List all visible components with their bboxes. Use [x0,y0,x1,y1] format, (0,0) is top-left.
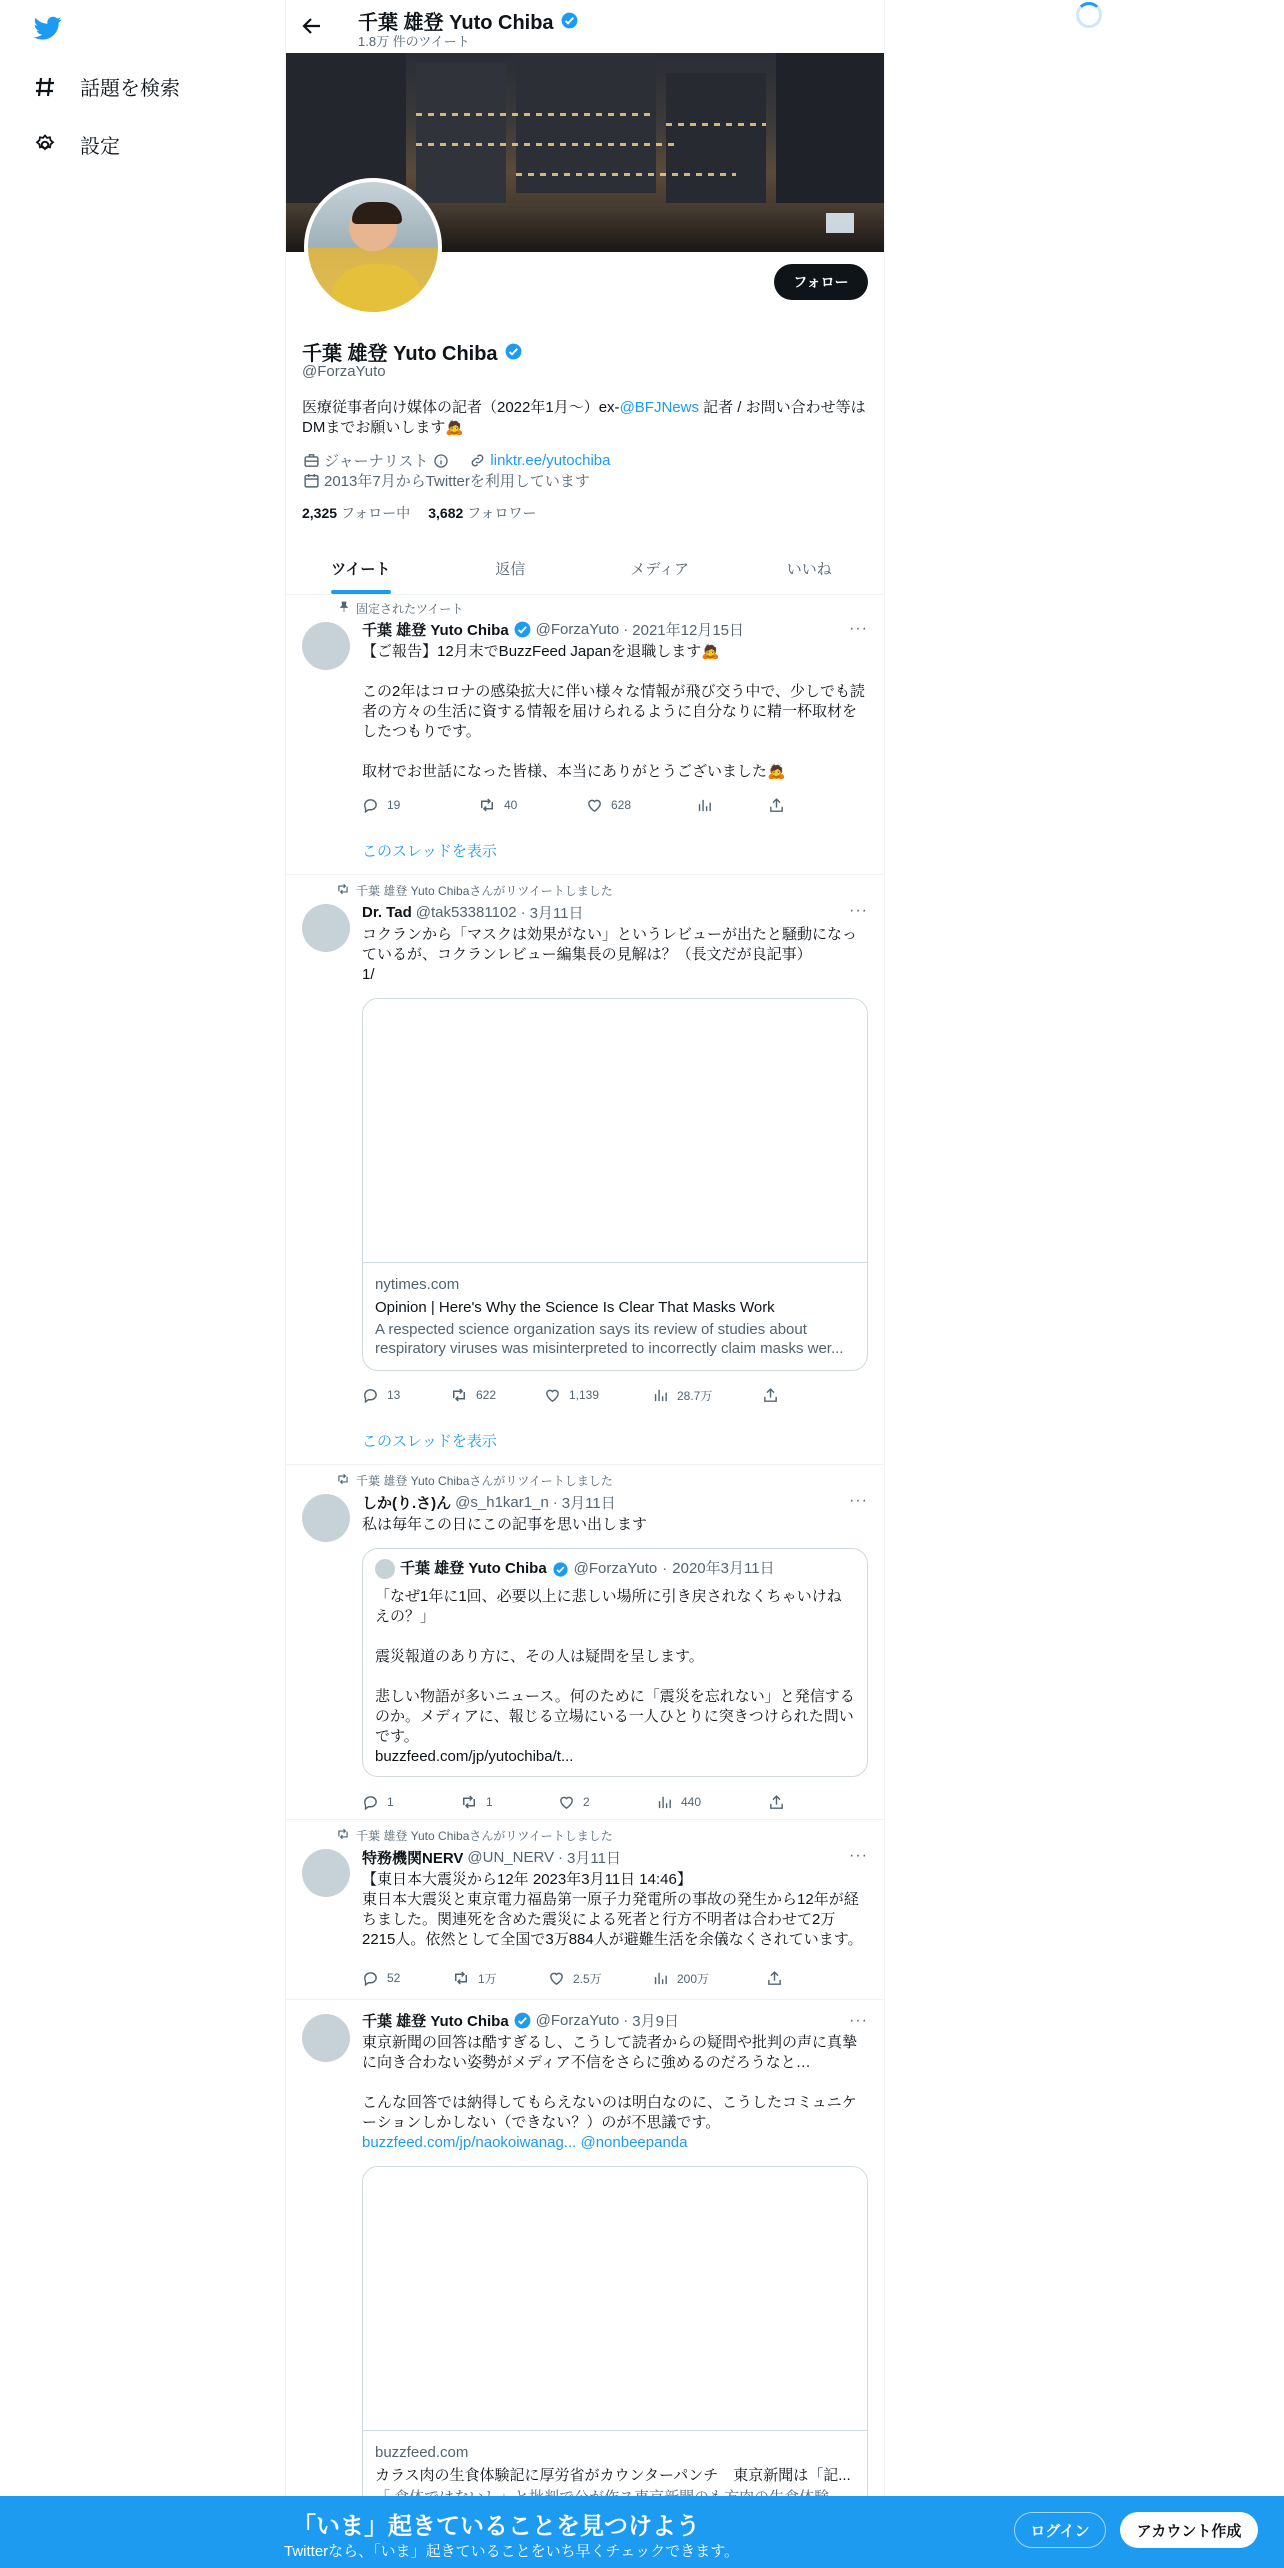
tweet-avatar[interactable] [302,1494,350,1542]
share-button[interactable] [766,1969,783,1987]
following-count: 2,325 [302,505,338,521]
login-button[interactable]: ログイン [1014,2512,1106,2548]
tweet-header: しか(り.さ)ん @s_h1kar1_n · 3月11日 [362,1494,616,1512]
pin-icon [334,601,350,616]
reply-count: 19 [387,798,401,812]
more-options-icon[interactable]: ··· [849,2012,868,2029]
tweet-avatar[interactable] [302,1849,350,1897]
tweet-date[interactable]: 3月11日 [567,1850,621,1867]
tweet-text: コクランから「マスクは効果がない」というレビューが出たと騒動になっているが、コクランレビュー編集長の見解は？（長文だが良記事） 1/ [362,926,858,983]
tweet[interactable] [286,875,884,1465]
nav-settings[interactable] [32,130,120,159]
tweet[interactable] [286,2000,884,2568]
share-button[interactable] [762,1386,779,1404]
verified-badge-icon [504,342,523,361]
nav-explore-label: 話題を検索 [80,78,180,100]
tweet-author-name[interactable]: 特務機関NERV [362,1850,464,1867]
reply-button[interactable] [362,1386,450,1404]
profile-header [286,0,884,52]
tweet-avatar[interactable] [302,2014,350,2062]
retweet-count: 622 [476,1388,497,1402]
following-label: フォロー中 [340,505,411,521]
profile-name [302,337,523,366]
followers-count: 3,682 [428,505,464,521]
tweet-body [362,1492,868,1535]
tweet-context-text: 千葉 雄登 Yuto Chibaさんがリツイートしました [356,884,613,898]
quoted-date: 2020年3月11日 [672,1560,775,1577]
tweet-date[interactable]: 3月11日 [561,1495,616,1512]
reply-icon [362,797,379,814]
retweet-count: 1万 [478,1971,497,1986]
tweet-context [334,1827,613,1844]
follow-button[interactable]: フォロー [774,264,868,300]
twitter-logo-icon[interactable] [32,14,64,42]
profile-name-text: 千葉 雄登 Yuto Chiba [302,343,498,365]
tweet-date[interactable]: 2021年12月15日 [632,622,745,639]
link-card-description: A respected science organization says its review of studies about respiratory viruses was misinterpreted to incorrectly claim masks wer... [375,1321,844,1357]
show-thread-link[interactable]: このスレッドを表示 [362,843,497,860]
bar-chart-icon [696,797,713,814]
tweet-author-name[interactable]: 千葉 雄登 Yuto Chiba [362,2013,509,2030]
link-icon [468,452,486,470]
followers-link[interactable] [428,503,536,523]
tweet-body [362,619,868,782]
share-icon [766,1970,783,1987]
tweet-text: 【東日本大震災から12年 2023年3月11日 14:46】 東日本大震災と東京電力福島第一原子力発電所の事故の発生から12年が経ちました。関連死を含めた震災による死者と行方不明者は合わせて2万2215人。依然として全国で3万884人が避難生活を余儀なくされています。 [362,1871,863,1948]
profile-website-link[interactable]: linktr.ee/yutochiba [490,452,611,469]
reply-icon [362,1387,379,1404]
profile-stats [302,503,537,523]
link-card-image [363,2167,867,2431]
nav-explore[interactable] [32,72,180,101]
hashtag-icon [32,74,58,100]
profile-joined: 2013年7月からTwitterを利用しています [324,473,590,490]
retweet-button[interactable] [460,1793,558,1811]
signup-banner-subtitle: Twitterなら、「いま」起きていることをいち早くチェックできます。 [284,2543,740,2560]
tab-media[interactable]: メディア [630,560,690,578]
tweet-header: 千葉 雄登 Yuto Chiba @ForzaYuto · 3月9日 [362,2012,679,2030]
tweet-text: 【ご報告】12月末でBuzzFeed Japanを退職します🙇 この2年はコロナの感染拡大に伴い様々な情報が飛び交う中で、少しでも読者の方々の生活に資する情報を届けられるように自分なりに精一杯取材をしたつもりです。 取材でお世話になった皆様、本当にありがとうございました🙇 [362,643,866,780]
views-button[interactable] [656,1793,768,1811]
briefcase-icon [302,452,320,470]
retweet-icon [334,1472,350,1489]
reply-button[interactable] [362,1969,452,1987]
bio-mention-link[interactable]: @BFJNews [619,399,699,416]
quoted-avatar [375,1559,395,1579]
tweet-body [362,2010,868,2153]
quoted-tweet[interactable] [362,1548,868,1777]
tweet-header: Dr. Tad @tak53381102 · 3月11日 [362,904,584,922]
profile-handle: @ForzaYuto [302,363,386,380]
tweet-author-handle[interactable]: @UN_NERV [467,1849,555,1866]
tweet-body [362,902,868,985]
tab-replies[interactable]: 返信 [495,560,526,578]
following-link[interactable] [302,503,410,523]
heart-icon [558,1794,575,1811]
view-count: 200万 [677,1971,710,1986]
bar-chart-icon [656,1794,673,1811]
view-count: 28.7万 [677,1388,713,1403]
signup-banner [0,2496,1284,2568]
tweet-link[interactable]: buzzfeed.com/jp/naokoiwanag... [362,2134,577,2151]
reply-count: 52 [387,1971,401,1985]
retweet-count: 1 [486,1795,493,1809]
tweet-mention[interactable]: @nonbeepanda [580,2134,688,2151]
tweet-context [334,1472,613,1489]
views-button[interactable] [652,1386,762,1404]
tweet-context-text: 千葉 雄登 Yuto Chibaさんがリツイートしました [356,1829,613,1843]
retweet-icon [452,1969,470,1987]
tweet-header: 千葉 雄登 Yuto Chiba @ForzaYuto · 2021年12月15日 [362,621,745,639]
profile-job: ジャーナリスト [324,453,429,470]
retweet-button[interactable] [450,1386,544,1404]
tweet-context [334,882,613,899]
tab-likes[interactable]: いいね [786,560,832,578]
quoted-tweet-header: 千葉 雄登 Yuto Chiba @ForzaYuto · 2020年3月11日 [375,1559,855,1579]
tweet-context [334,600,463,617]
profile-tabs [286,542,884,595]
retweet-icon [334,1827,350,1844]
tweet-body [362,1847,868,1950]
tab-tweets[interactable]: ツイート [286,542,436,594]
retweet-icon [478,796,496,814]
retweet-icon [450,1386,468,1404]
tweet-date[interactable]: 3月9日 [632,2013,679,2030]
share-icon [762,1387,779,1404]
tweet-actions [362,1386,779,1404]
analytics-button[interactable] [696,796,768,814]
tweet-avatar[interactable] [302,904,350,952]
link-card-domain: buzzfeed.com [375,2444,469,2461]
retweet-button[interactable] [478,796,586,814]
tweet[interactable] [286,595,884,875]
retweet-count: 40 [504,798,518,812]
tweet-author-name[interactable]: しか(り.さ)ん [362,1495,452,1512]
reply-icon [362,1794,379,1811]
verified-badge-icon [552,1561,569,1578]
more-options-icon[interactable]: ··· [849,1847,868,1864]
like-count: 628 [611,798,632,812]
profile-meta-row [302,450,610,471]
reply-button[interactable] [362,1793,460,1811]
verified-badge-icon [513,2011,532,2030]
link-card[interactable] [362,998,868,1371]
link-card-title: Opinion | Here's Why the Science Is Clear That Masks Work [375,1299,775,1316]
reply-icon [362,1970,379,1987]
tweet-actions [362,1793,785,1811]
tweet-context-text: 固定されたツイート [356,602,464,616]
more-options-icon[interactable]: ··· [849,902,868,919]
quoted-author-name: 千葉 雄登 Yuto Chiba [400,1560,547,1577]
tweet[interactable] [286,1465,884,1820]
verified-badge-icon [560,11,579,30]
heart-icon [548,1970,565,1987]
link-card-image [363,999,867,1263]
share-button[interactable] [768,1793,785,1811]
like-button[interactable] [558,1793,656,1811]
profile-column [285,0,885,2568]
heart-icon [544,1387,561,1404]
share-button[interactable] [768,796,785,814]
reply-count: 1 [387,1795,394,1809]
info-icon[interactable] [432,452,450,470]
gear-icon [32,132,58,158]
tweet-author-name[interactable]: 千葉 雄登 Yuto Chiba [362,622,509,639]
reply-count: 13 [387,1388,401,1402]
profile-bio [302,398,870,438]
bio-text: 医療従事者向け媒体の記者（2022年1月〜）ex- [302,399,620,416]
verified-badge-icon [513,620,532,639]
bio-text-rest: 記者 / お問い合わせ等はDMまでお願いします🙇 [302,399,866,436]
profile-avatar[interactable] [304,178,442,316]
retweet-icon [334,882,350,899]
retweet-icon [460,1793,478,1811]
more-options-icon[interactable]: ··· [849,1492,868,1509]
like-count: 1,139 [569,1388,600,1402]
link-card-domain: nytimes.com [375,1276,460,1293]
bar-chart-icon [652,1970,669,1987]
tweet-author-name[interactable]: Dr. Tad [362,904,412,921]
tweet-text: 東京新聞の回答は酷すぎるし、こうして読者からの疑問や批判の声に真摯に向き合わない姿勢がメディア不信をさらに強めるのだろうなと… こんな回答では納得してもらえないのは明白なのに、こうしたコミュニケーションしかしない（できない？）のが不思議です。 [362,2034,858,2131]
share-icon [768,1794,785,1811]
like-button[interactable] [586,796,696,814]
tweet-header: 特務機関NERV @UN_NERV · 3月11日 [362,1849,621,1867]
calendar-icon [302,472,320,490]
tweet-author-handle[interactable]: @s_h1kar1_n [455,1494,549,1511]
tweet-context-text: 千葉 雄登 Yuto Chibaさんがリツイートしました [356,1474,613,1488]
loading-spinner-icon [1076,2,1102,28]
tweet-author-handle[interactable]: @ForzaYuto [535,621,620,638]
tweet-author-handle[interactable]: @tak53381102 [415,904,517,921]
share-icon [768,797,785,814]
view-count: 440 [681,1795,702,1809]
heart-icon [586,797,603,814]
tweet-actions [362,1969,783,1987]
back-arrow-icon[interactable] [300,14,324,38]
quoted-author-handle: @ForzaYuto [573,1560,658,1577]
profile-joined-row [302,470,590,491]
bar-chart-icon [652,1387,669,1404]
tweet-author-handle[interactable]: @ForzaYuto [535,2012,620,2029]
reply-button[interactable] [362,796,478,814]
views-button[interactable] [652,1969,766,1987]
signup-banner-title: 「いま」起きていることを見つけよう [292,2513,700,2540]
tweet-actions [362,796,785,814]
tweet-text: 私は毎年この日にこの記事を思い出します [362,1516,648,1533]
tweet-avatar[interactable] [302,622,350,670]
more-options-icon[interactable]: ··· [849,620,868,637]
tweet[interactable] [286,1820,884,2000]
like-count: 2 [583,1795,590,1809]
retweet-button[interactable] [452,1969,548,1987]
nav-settings-label: 設定 [80,136,120,158]
like-button[interactable] [544,1386,652,1404]
header-tweet-count: 1.8万 件のツイート [358,34,470,49]
quoted-text: 「なぜ1年に1回、必要以上に悲しい場所に引き戻されなくちゃいけねえの？」 震災報道のあり方に、その人は疑問を呈します。 悲しい物語が多いニュース。何のために「震災を忘れない」と発信するのか。メディアに、報じる立場にいる一人ひとりに突きつけられた問いです。 [375,1588,855,1745]
like-button[interactable] [548,1969,652,1987]
quoted-link: buzzfeed.com/jp/yutochiba/t... [375,1748,574,1765]
show-thread-link[interactable]: このスレッドを表示 [362,1433,497,1450]
header-name-text: 千葉 雄登 Yuto Chiba [358,12,554,34]
followers-label: フォロワー [467,505,537,521]
signup-button[interactable]: アカウント作成 [1120,2512,1258,2548]
like-count: 2.5万 [573,1971,602,1986]
tweet-date[interactable]: 3月11日 [529,905,584,922]
link-card-title: カラス肉の生食体験記に厚労省がカウンターパンチ 東京新聞は「記... [375,2467,851,2484]
